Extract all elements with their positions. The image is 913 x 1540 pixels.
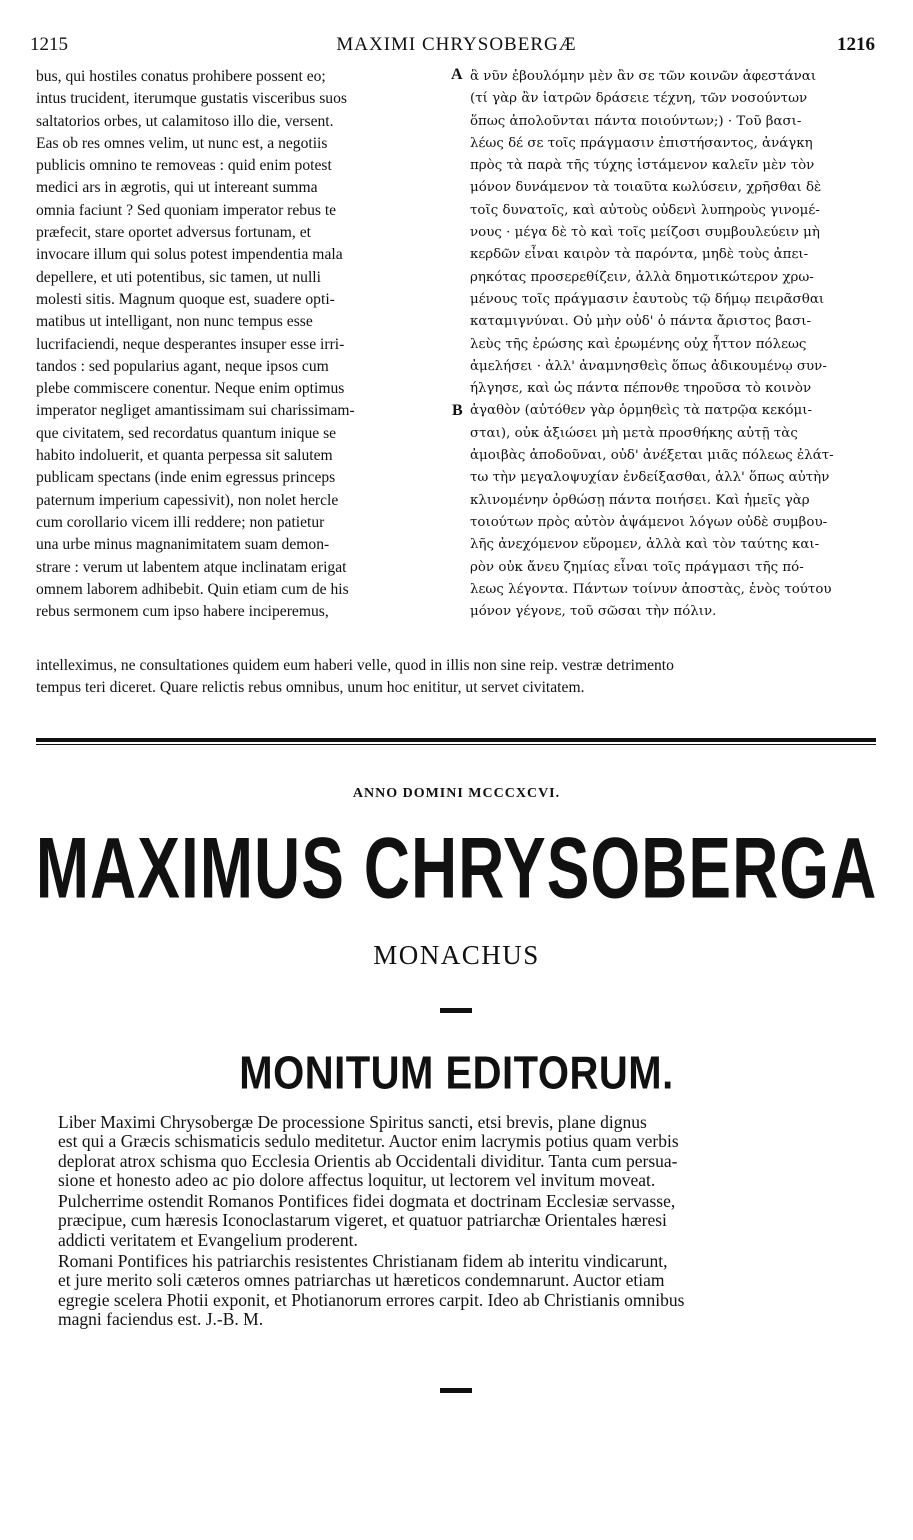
greek-text-line: λεως λέγοντα. Πάντων τοίνυν ἀποστὰς, ἑνὸς τούτου xyxy=(470,581,832,597)
monitum-text-line: præcipue, cum hæresis Iconoclastarum vigeret, et quatuor patriarchæ Orientales hæresi xyxy=(58,1210,667,1231)
latin-text-line: publicam spectans (inde enim egressus princeps xyxy=(36,469,336,487)
monitum-paragraph-2 xyxy=(58,1192,876,1250)
latin-text-line: bus, qui hostiles conatus prohibere possent eo; xyxy=(36,68,326,85)
anno-domini-line: ANNO DOMINI MCCCXCVI. xyxy=(352,786,561,801)
latin-text-line: omnia faciunt ? Sed quoniam imperator rebus te xyxy=(36,201,337,219)
greek-text-line: σται), οὐκ ἀξιώσει μὴ μετὰ προσθήκης αὐτῇ τὰς xyxy=(470,425,798,441)
monitum-text-line: deplorat atrox schisma quo Ecclesia Orientis ab Occidentali dividitur. Tanta cum persua- xyxy=(58,1150,678,1171)
monitum-text-line: Liber Maximi Chrysobergæ De processione Spiritus sancti, etsi brevis, plane dignus xyxy=(58,1112,647,1132)
greek-text-line: ρηκότας προσερεθίζειν, ἀλλὰ δημοτικώτερον χρω- xyxy=(470,269,814,285)
greek-text-line: νους · μέγα δὲ τὸ καὶ τοῖς μείζοσι συμβουλεύειν μὴ xyxy=(470,225,820,241)
author-subtitle: MONACHUS xyxy=(373,940,540,970)
latin-column xyxy=(36,66,448,623)
full-width-closing-text xyxy=(36,655,876,699)
section-divider-thin xyxy=(36,744,876,745)
greek-text-line: τοῖς δυνατοῖς, καὶ αὐτοὺς οὐδενὶ λυπηροὺς γινομέ- xyxy=(470,202,820,218)
latin-text-line: rebus sermonem cum ipso habere inciperemus, xyxy=(36,603,329,621)
monitum-paragraph-1 xyxy=(58,1113,876,1191)
running-title: MAXIMI CHRYSOBERGÆ xyxy=(336,34,577,55)
greek-text-line: ἀμελήσει · ἀλλ' ἀναμνησθεὶς ὅπως ἀδικουμένῳ συν- xyxy=(470,358,827,374)
latin-text-line: molesti sitis. Magnum quoque est, suadere opti- xyxy=(36,290,335,308)
greek-text-line: μόνον γέγονε, τοῦ σῶσαι τὴν πόλιν. xyxy=(470,604,717,620)
greek-text-line: καταμιγνύναι. Οὐ μὴν οὐδ' ὁ πάντα ἄριστος βασι- xyxy=(470,314,811,330)
latin-text-line: strare : verum ut labentem atque inclinatam erigat xyxy=(36,558,347,576)
latin-text-line: omnem laborem adhibebit. Quin etiam cum de his xyxy=(36,580,349,598)
latin-text-line: invocare illum qui solus potest impendentia mala xyxy=(36,246,343,264)
greek-text-line: ήλγησε, καὶ ὡς πάντα πέπονθε τηροῦσα τὸ κοινὸν xyxy=(470,381,812,397)
greek-text-line: τοιούτων πρὸς αὐτὸν ἀψάμενοι λόγων οὐδὲ συμβου- xyxy=(470,514,828,530)
latin-text-line: saltatorios orbes, ut calamitoso illo die, versent. xyxy=(36,112,334,130)
latin-text-line: præfecit, stare oportet adversus fortunam, et xyxy=(36,224,311,242)
greek-text-line: λεὺς τῆς ἐρώσης καὶ ἐρωμένης οὐχ ἧττον πόλεως xyxy=(470,336,807,352)
latin-text-line: que civitatem, sed recordatus quantum inique se xyxy=(36,424,337,442)
closing-text-line: tempus teri diceret. Quare relictis rebus omnibus, unum hoc enititur, ut servet civitatem. xyxy=(36,679,585,696)
latin-text-line: medici ars in ægrotis, qui ut intereant summa xyxy=(36,179,318,197)
latin-text-line: cum corollario vicem illi reddere; non patietur xyxy=(36,513,325,531)
author-title: MAXIMUS CHRYSOBERGA xyxy=(35,819,878,917)
monitum-text-line: egregie scelera Photii exponit, et Photianorum errores carpit. Ideo ab Christianis omnibus xyxy=(58,1289,685,1310)
latin-text-line: imperator negliget amantissimam sui charissimam- xyxy=(36,402,355,420)
section-title: MONITUM EDITORUM. xyxy=(239,1048,674,1099)
greek-text-line: κλινομένην ὀρθώσῃ πάντα ποιήσει. Καὶ ἡμεῖς γὰρ xyxy=(470,492,810,508)
latin-text-line: Eas ob res omnes velim, ut nunc est, a negotiis xyxy=(36,134,328,152)
monitum-text-line: sione et honesto adeo ac pio dolore affectus loquitur, ut lectorem vel invitum moveat. xyxy=(58,1170,656,1191)
greek-text-line: ὅπως ἀπολοῦνται πάντα ποιούντων;) · Τοῦ βασι- xyxy=(470,113,802,129)
greek-text-line: (τί γὰρ ἂν ἰατρῶν δράσειε τέχνη, τῶν νοσούντων xyxy=(470,91,808,107)
latin-text-line: publicis omnino te removeas : quid enim potest xyxy=(36,157,332,175)
latin-text-line: intus trucident, iterumque gustatis visceribus suos xyxy=(36,90,347,108)
greek-text-line: κερδῶν εἶναι καιρὸν τὰ παρόντα, μηδὲ τοὺς ἀπει- xyxy=(470,247,809,263)
monitum-text-line: est qui a Græcis schismaticis sedulo meditetur. Auctor enim lacrymis potius quam verbis xyxy=(58,1131,679,1152)
greek-text-line: ἀμοιβὰς ἀποδοῦναι, οὐδ' ἀνέξεται μιᾶς πόλεως ἐλάτ- xyxy=(470,448,834,464)
margin-marker-b: B xyxy=(452,402,463,419)
greek-text-line: ρὸν οὐκ ἄνευ ζημίας εἶναι τοῖς πράγμασι τῆς πό- xyxy=(470,559,804,575)
greek-text-line: ἀγαθὸν (αὐτόθεν γὰρ ὁρμηθεὶς τὰ πατρῷα κεκόμι- xyxy=(470,403,812,419)
latin-text-line: plebe commiscere conentur. Neque enim optimus xyxy=(36,380,345,398)
greek-text-line: τω τὴν μεγαλοψυχίαν ἐνδείξασθαι, ἀλλ' ὅπως αὐτὴν xyxy=(470,470,830,486)
latin-text-line: matibus ut intelligant, non nunc tempus esse xyxy=(36,313,313,331)
greek-text-line: μένους τοῖς πράγμασιν ἑαυτοὺς τῷ δήμῳ πειρᾶσθαι xyxy=(470,291,825,307)
title-dash-ornament xyxy=(440,1008,472,1013)
section-divider-thick xyxy=(36,738,876,742)
running-head xyxy=(0,34,913,60)
monitum-text-line: magni faciendus est. J.-B. M. xyxy=(58,1309,264,1330)
latin-text-line: habito indoluerit, et quanta perpessa sit salutem xyxy=(36,447,333,465)
greek-text-line: μόνον δυνάμενον τὰ τοιαῦτα κωλύσειν, χρῆσθαι δὲ xyxy=(470,180,822,196)
latin-text-line: depellere, et uti potentibus, sic tamen, ut nulli xyxy=(36,268,321,286)
page-number-left: 1215 xyxy=(30,34,68,55)
latin-text-line: tandos : sed popularius agant, neque ipsos cum xyxy=(36,357,329,375)
greek-text-line: πρὸς τὰ παρὰ τῆς τύχης ἱστάμενον καλεῖν μὲν τὸν xyxy=(470,158,815,174)
monitum-paragraph-3 xyxy=(58,1252,876,1330)
margin-marker-a: A xyxy=(451,66,463,83)
page-number-right: 1216 xyxy=(837,34,875,55)
latin-text-line: una urbe minus magnanimitatem suam demon- xyxy=(36,536,330,554)
closing-text-line: intelleximus, ne consultationes quidem eum haberi velle, quod in illis non sine reip. vestræ detrimento xyxy=(36,657,674,674)
latin-text-line: lucrifaciendi, neque desperantes insuper esse irri- xyxy=(36,335,345,353)
closing-dash-ornament xyxy=(440,1388,472,1393)
monitum-text-line: et jure merito soli cæteros omnes patriarchas ut hæreticos condemnarunt. Auctor etiam xyxy=(58,1270,665,1291)
greek-column xyxy=(470,66,880,623)
monitum-text-line: Romani Pontifices his patriarchis resistentes Christianam fidem ab interitu vindicarunt, xyxy=(58,1251,668,1271)
monitum-text-line: addicti veritatem et Evangelium proderent. xyxy=(58,1229,358,1250)
latin-text-line: paternum imperium capessivit), non nolet hercle xyxy=(36,491,339,509)
monitum-text-line: Pulcherrime ostendit Romanos Pontifices fidei dogmata et doctrinam Ecclesiæ servasse, xyxy=(58,1191,676,1211)
greek-text-line: ἃ νῦν ἐβουλόμην μὲν ἂν σε τῶν κοινῶν ἀφεστάναι xyxy=(470,69,817,84)
greek-text-line: λῆς ἀνεχόμενον εὕρομεν, ἀλλὰ καὶ τὸν ταύτης και- xyxy=(470,537,820,553)
greek-text-line: λέως δέ σε τοῖς πράγμασιν ἐπιστήσαντος, ἀνάγκη xyxy=(470,135,813,151)
